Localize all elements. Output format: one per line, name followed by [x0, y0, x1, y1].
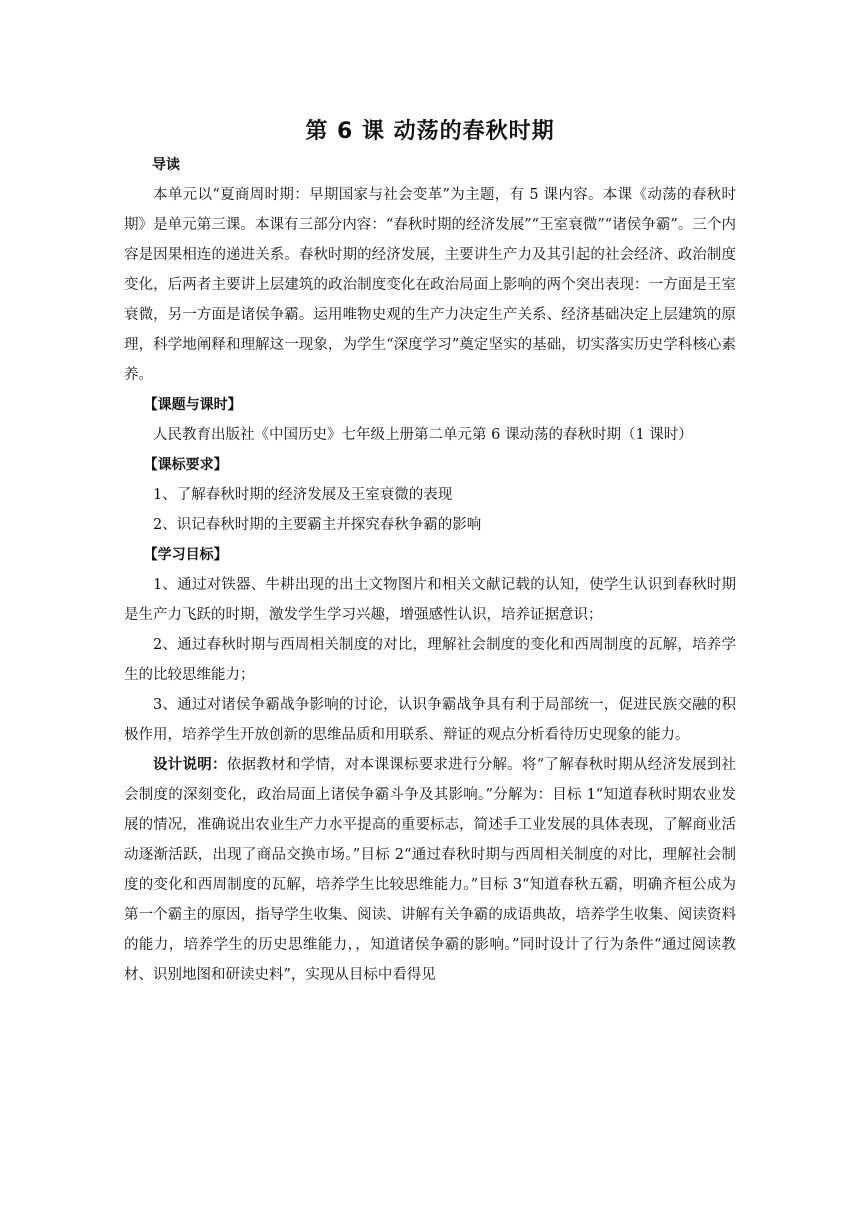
lesson-heading: 【课题与课时】 — [143, 397, 242, 413]
design-note-paragraph — [124, 750, 736, 990]
standard-item: 1、了解春秋时期的经济发展及王室衰微的表现 — [153, 487, 453, 503]
standard-item: 2、识记春秋时期的主要霸主并探究春秋争霸的影响 — [153, 517, 482, 533]
intro-heading: 导读 — [152, 157, 180, 173]
goals-heading: 【学习目标】 — [143, 547, 228, 563]
design-note-label: 设计说明： — [153, 757, 227, 773]
lesson-paragraph: 人民教育出版社《中国历史》七年级上册第二单元第 6 课动荡的春秋时期（1 课时） — [153, 427, 693, 443]
goal-item: 2、通过春秋时期与西周相关制度的对比，理解社会制度的变化和西周制度的瓦解，培养学生的比较思维能力； — [124, 637, 736, 683]
page-title: 第 6 课 动荡的春秋时期 — [305, 119, 555, 144]
design-note-text: 依据教材和学情，对本课课标要求进行分解。将“了解春秋时期从经济发展到社会制度的深刻变化，政治局面上诸侯争霸斗争及其影响。”分解为：目标 1“知道春秋时期农业发展的情况，准确说出农业生产力水平提高的重要标志，简述手工业发展的具体表现，了解商业活动逐渐活跃，出现了商品交换市场。”目标 2“通过春秋时期与西周相关制度的对比，理解社会制度的变化和西周制度的瓦解，培养学生比较思维能力。”目标 3“知道春秋五霸，明确齐桓公成为第一个霸主的原因，指导学生收集、阅读、讲解有关争霸的成语典故，培养学生收集、阅读资料的能力，培养学生的历史思维能力，，知道诸侯争霸的影响。”同时设计了行为条件“通过阅读教材、识别地图和研读史料”，实现从目标中看得见 — [124, 757, 736, 983]
goal-item: 3、通过对诸侯争霸战争影响的讨论，认识争霸战争具有利于局部统一，促进民族交融的积极作用，培养学生开放创新的思维品质和用联系、辩证的观点分析看待历史现象的能力。 — [124, 697, 736, 743]
goal-item: 1、通过对铁器、牛耕出现的出土文物图片和相关文献记载的认知，使学生认识到春秋时期是生产力飞跃的时期，激发学生学习兴趣，增强感性认识，培养证据意识； — [124, 577, 736, 623]
intro-paragraph: 本单元以“夏商周时期：早期国家与社会变革”为主题，有 5 课内容。本课《动荡的春秋时期》是单元第三课。本课有三部分内容：“春秋时期的经济发展”“王室衰微”“诸侯争霸”。三个内容是因果相连的递进关系。春秋时期的经济发展，主要讲生产力及其引起的社会经济、政治制度变化，后两者主要讲上层建筑的政治制度变化在政治局面上影响的两个突出表现：一方面是王室衰微，另一方面是诸侯争霸。运用唯物史观的生产力决定生产关系、经济基础决定上层建筑的原理，科学地阐释和理解这一现象，为学生“深度学习”奠定坚实的基础，切实落实历史学科核心素养。 — [124, 187, 736, 383]
standard-heading: 【课标要求】 — [143, 457, 228, 473]
document-body — [124, 150, 736, 990]
